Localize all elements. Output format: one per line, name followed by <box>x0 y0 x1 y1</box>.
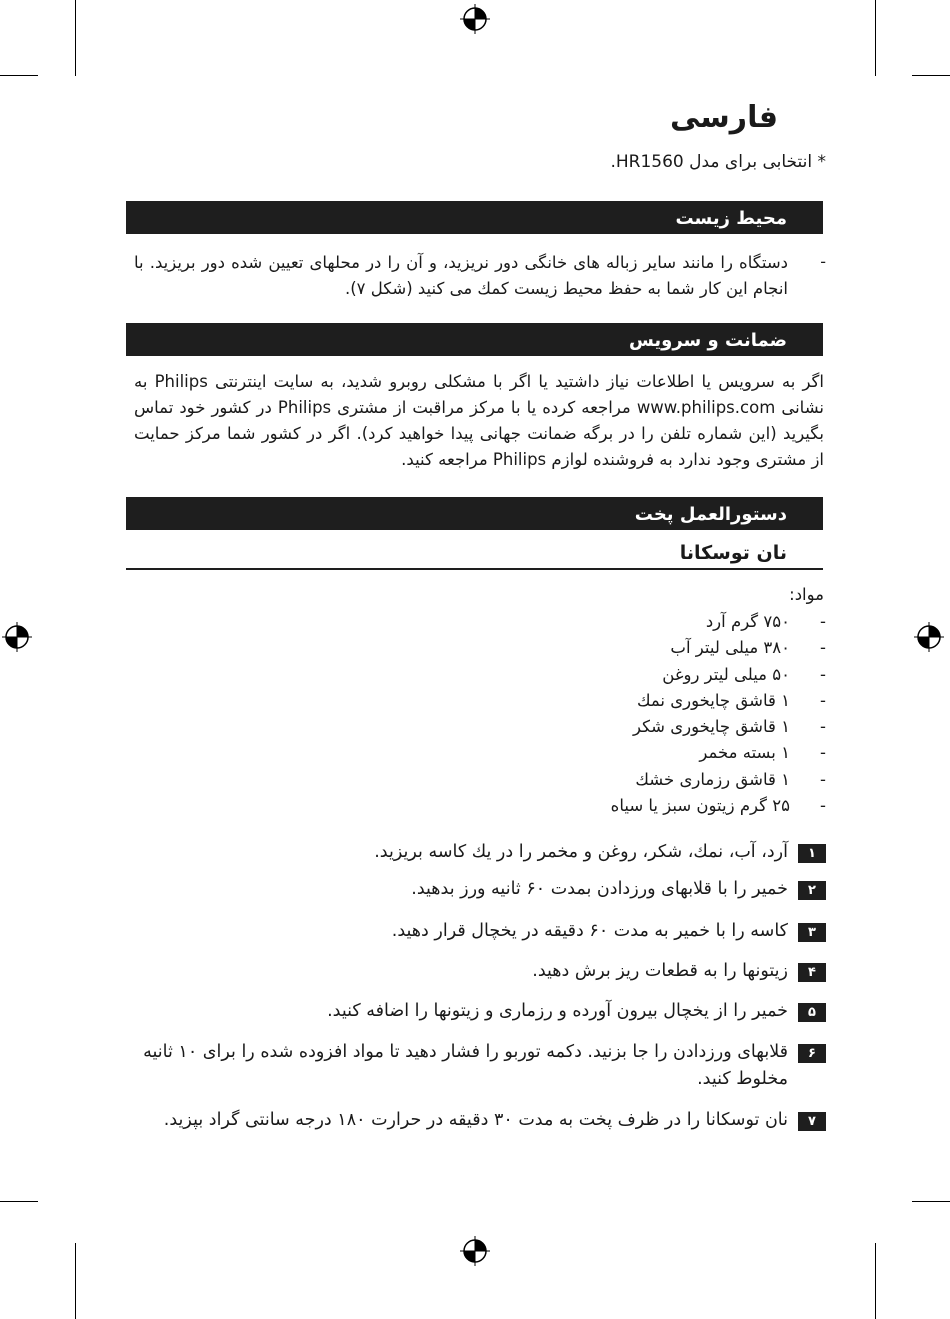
page-title: فارسی <box>669 100 778 135</box>
list-item <box>126 691 826 717</box>
ingredient-text: ۱ قاشق چایخوری نمك <box>636 690 790 710</box>
step-item <box>136 918 826 945</box>
list-dash: - <box>820 664 826 684</box>
step-item <box>136 839 826 866</box>
step-item <box>136 998 826 1025</box>
crop-mark <box>0 75 38 76</box>
step-number-badge: ۵ <box>798 1003 826 1022</box>
step-item <box>136 958 826 985</box>
list-dash: - <box>820 690 826 710</box>
list-item <box>126 743 826 769</box>
recipe-title: نان توسکانا <box>126 536 823 570</box>
guarantee-text: اگر به سرویس یا اطلاعات نیاز داشتید یا اگر با مشکلی روبرو شدید، به سایت اینترنتی Philips به نشانی www.philips.com مراجعه کرده یا با مرکز مراقبت از مشتری Philips در کشور خود تماس بگیرید (این شماره تلفن را در برگه ضمانت جهانی پیدا خواهید کرد). اگر در کشور شما مرکز حمایت از مشتری وجود ندارد به فروشنده لوازم Philips مراجعه کنید. <box>134 372 825 469</box>
list-dash: - <box>820 252 826 271</box>
list-dash: - <box>820 612 826 631</box>
ingredient-text: ۵۰ میلی لیتر روغن <box>662 664 790 684</box>
crop-mark <box>875 1243 876 1319</box>
ingredient-text: ۱ قاشق چایخوری شکر <box>632 717 790 737</box>
ingredient-text: ۳۸۰ میلی لیتر آب <box>670 638 790 658</box>
section-heading-recipe: دستورالعمل پخت <box>126 497 823 530</box>
step-number-badge: ۲ <box>798 881 826 900</box>
registration-mark-icon <box>2 622 32 652</box>
ingredient-text: ۱ قاشق رزماری خشك <box>635 769 790 789</box>
step-item <box>136 876 826 903</box>
section-heading-guarantee: ضمانت و سرویس <box>126 323 823 356</box>
step-text: خمیر را از یخچال بیرون آورده و رزماری و زیتونها را اضافه کنید. <box>327 1001 788 1021</box>
step-text: قلابهای ورزدادن را جا بزنید. دکمه توربو را فشار دهید تا مواد افزوده شده را برای ۱۰ ثانیه مخلوط کنید. <box>143 1042 788 1089</box>
step-text: نان توسکانا را در ظرف پخت به مدت ۳۰ دقیقه در حرارت ۱۸۰ درجه سانتی گراد بپزید. <box>163 1110 788 1130</box>
step-number-badge: ۷ <box>798 1112 826 1131</box>
step-number-badge: ۱ <box>798 844 826 863</box>
step-number-badge: ۳ <box>798 923 826 942</box>
step-item <box>136 1107 826 1134</box>
list-dash: - <box>820 796 826 816</box>
environment-text: دستگاه را مانند سایر زباله های خانگی دور نریزید، و آن را در محلهای تعیین شده دور بریزید. با انجام این کار شما به حفظ محیط زیست کمك می کنید (شکل ۷). <box>134 253 788 298</box>
crop-mark <box>75 0 76 76</box>
list-item <box>126 770 826 796</box>
step-text: خمیر را با قلابهای ورزدادن بمدت ۶۰ ثانیه ورز بدهید. <box>411 879 788 899</box>
step-text: کاسه را با خمیر به مدت ۶۰ دقیقه در یخچال قرار دهید. <box>391 921 788 941</box>
crop-mark <box>912 75 950 76</box>
step-number-badge: ۶ <box>798 1044 826 1063</box>
step-item <box>136 1039 826 1093</box>
crop-mark <box>912 1201 950 1202</box>
registration-mark-icon <box>460 1236 490 1266</box>
ingredient-text: ۷۵۰ گرم آرد <box>705 612 790 631</box>
ingredient-text: ۱ بسته مخمر <box>699 743 790 763</box>
model-note: * انتخابی برای مدل HR1560. <box>610 152 826 172</box>
list-dash: - <box>820 743 826 763</box>
crop-mark <box>875 0 876 76</box>
crop-mark <box>75 1243 76 1319</box>
list-dash: - <box>820 769 826 789</box>
ingredients-list <box>126 612 826 822</box>
list-item <box>126 665 826 691</box>
step-number-badge: ۴ <box>798 963 826 982</box>
crop-mark <box>0 1201 38 1202</box>
ingredients-label: مواد: <box>789 585 824 604</box>
section-heading-environment: محیط زیست <box>126 201 823 234</box>
ingredient-text: ۲۵ گرم زیتون سبز یا سیاه <box>610 796 790 816</box>
step-text: زیتونها را به قطعات ریز برش دهید. <box>532 961 788 981</box>
list-item <box>126 612 826 638</box>
registration-mark-icon <box>914 622 944 652</box>
step-text: آرد، آب، نمك، شکر، روغن و مخمر را در یك کاسه بریزید. <box>374 842 788 862</box>
list-item <box>126 796 826 822</box>
list-dash: - <box>820 717 826 737</box>
list-dash: - <box>820 638 826 658</box>
registration-mark-icon <box>460 4 490 34</box>
list-item <box>126 638 826 664</box>
list-item <box>126 717 826 743</box>
